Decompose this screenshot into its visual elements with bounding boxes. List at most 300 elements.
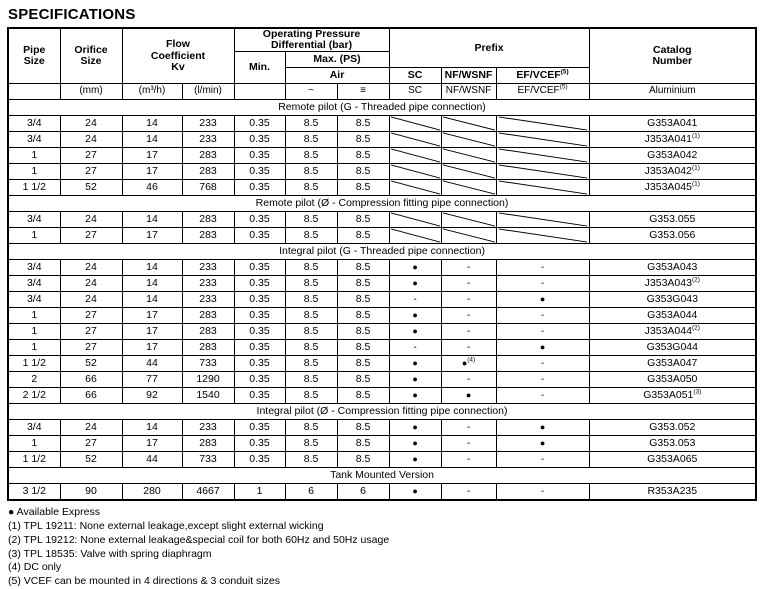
cell-pipe-size: 1 bbox=[8, 340, 60, 356]
cell-prefix-sc bbox=[389, 452, 441, 468]
cell-catalog-number bbox=[589, 260, 756, 276]
cell-min-pressure: 0.35 bbox=[234, 260, 285, 276]
not-available-dash: - bbox=[413, 341, 417, 353]
cell-kv-lmin: 233 bbox=[182, 260, 234, 276]
cell-kv-m3h: 14 bbox=[122, 420, 182, 436]
catalog-line1: Catalog bbox=[653, 44, 692, 56]
cell-prefix-sc bbox=[389, 212, 441, 228]
table-row bbox=[8, 180, 756, 196]
catalog-number-text: G353.055 bbox=[649, 213, 696, 226]
availability-dot-icon: ● bbox=[412, 278, 418, 289]
cell-kv-m3h: 14 bbox=[122, 276, 182, 292]
cell-min-pressure: 0.35 bbox=[234, 276, 285, 292]
cell-kv-lmin: 283 bbox=[182, 212, 234, 228]
cell-catalog-number bbox=[589, 164, 756, 180]
cell-kv-m3h: 17 bbox=[122, 164, 182, 180]
unit-catalog-material: Aluminium bbox=[589, 84, 756, 100]
cell-min-pressure: 0.35 bbox=[234, 436, 285, 452]
cell-pipe-size: 3/4 bbox=[8, 132, 60, 148]
cell-catalog-number bbox=[589, 484, 756, 501]
not-available-dash: - bbox=[540, 309, 545, 321]
cell-pipe-size: 3 1/2 bbox=[8, 484, 60, 501]
cell-max-air-dc: 8.5 bbox=[337, 452, 389, 468]
catalog-number-text: J353A043 bbox=[644, 277, 692, 290]
cell-prefix-sc bbox=[389, 132, 441, 148]
availability-dot-icon: ● bbox=[539, 422, 546, 433]
cell-prefix-sc bbox=[389, 276, 441, 292]
cell-prefix-nf-wsnf bbox=[441, 372, 496, 388]
col-pipe-size bbox=[8, 28, 60, 84]
not-available-dash: - bbox=[466, 421, 471, 433]
orifice-size-line2: Size bbox=[80, 55, 102, 68]
cell-max-air-dc: 8.5 bbox=[337, 436, 389, 452]
catalog-number-text: G353A042 bbox=[647, 149, 698, 162]
not-available-dash: - bbox=[540, 389, 545, 401]
cell-kv-m3h: 92 bbox=[122, 388, 182, 404]
catalog-footnote-ref: (3) bbox=[693, 388, 702, 396]
catalog-footnote-ref: (2) bbox=[691, 276, 700, 284]
availability-dot-icon: ● bbox=[412, 438, 418, 449]
cell-max-air-dc: 6 bbox=[337, 484, 389, 501]
table-row bbox=[8, 372, 756, 388]
cell-kv-lmin: 283 bbox=[182, 436, 234, 452]
unit-air-ac: ~ bbox=[285, 84, 337, 100]
cell-max-air-ac: 8.5 bbox=[285, 116, 337, 132]
cell-prefix-sc bbox=[389, 372, 441, 388]
pipe-size-line2: Size bbox=[23, 55, 45, 68]
cell-prefix-nf-wsnf bbox=[441, 148, 496, 164]
cell-prefix-nf-wsnf bbox=[441, 340, 496, 356]
cell-kv-lmin: 233 bbox=[182, 116, 234, 132]
cell-max-air-ac: 8.5 bbox=[285, 420, 337, 436]
cell-prefix-nf-wsnf bbox=[441, 116, 496, 132]
cell-kv-m3h: 17 bbox=[122, 436, 182, 452]
availability-dot-icon: ● bbox=[461, 358, 468, 369]
col-prefix-ef-vcef bbox=[496, 68, 589, 84]
availability-dot-icon: ● bbox=[539, 438, 546, 449]
cell-catalog-number bbox=[589, 148, 756, 164]
prefix-footnote-ref: (4) bbox=[467, 356, 476, 364]
cell-prefix-nf-wsnf bbox=[441, 356, 496, 372]
cell-prefix-ef-vcef bbox=[496, 484, 589, 501]
cell-prefix-sc bbox=[389, 148, 441, 164]
cell-pipe-size: 3/4 bbox=[8, 116, 60, 132]
cell-catalog-number bbox=[589, 116, 756, 132]
cell-prefix-sc bbox=[389, 388, 441, 404]
table-row bbox=[8, 212, 756, 228]
cell-max-air-ac: 8.5 bbox=[285, 292, 337, 308]
cell-min-pressure: 0.35 bbox=[234, 388, 285, 404]
cell-min-pressure: 0.35 bbox=[234, 340, 285, 356]
cell-max-air-ac: 8.5 bbox=[285, 324, 337, 340]
unit-pipe-size bbox=[8, 84, 60, 100]
not-available-dash: - bbox=[466, 341, 471, 353]
cell-kv-m3h: 14 bbox=[122, 132, 182, 148]
unit-air-dc: ≡ bbox=[337, 84, 389, 100]
cell-min-pressure: 0.35 bbox=[234, 308, 285, 324]
ef-vcef-label: EF/VCEF bbox=[516, 69, 561, 82]
not-available-dash: - bbox=[540, 485, 545, 497]
cell-kv-lmin: 1540 bbox=[182, 388, 234, 404]
cell-kv-lmin: 283 bbox=[182, 228, 234, 244]
catalog-number-text: G353A041 bbox=[647, 117, 698, 130]
table-body bbox=[8, 100, 756, 501]
cell-max-air-ac: 8.5 bbox=[285, 180, 337, 196]
cell-catalog-number bbox=[589, 212, 756, 228]
cell-catalog-number bbox=[589, 324, 756, 340]
footnote-item: (4) DC only bbox=[8, 561, 62, 574]
cell-prefix-sc bbox=[389, 228, 441, 244]
footnote-item: (5) VCEF can be mounted in 4 directions & 3 conduit sizes bbox=[8, 575, 280, 588]
cell-prefix-nf-wsnf bbox=[441, 180, 496, 196]
table-row bbox=[8, 148, 756, 164]
pipe-size-line1: Pipe bbox=[23, 44, 46, 56]
cell-max-air-ac: 8.5 bbox=[285, 308, 337, 324]
cell-prefix-nf-wsnf bbox=[441, 308, 496, 324]
table-row bbox=[8, 436, 756, 452]
availability-dot-icon: ● bbox=[412, 390, 418, 401]
cell-prefix-ef-vcef bbox=[496, 116, 589, 132]
col-flow-coefficient bbox=[122, 28, 234, 84]
cell-prefix-nf-wsnf bbox=[441, 452, 496, 468]
cell-kv-m3h: 17 bbox=[122, 308, 182, 324]
cell-pipe-size: 3/4 bbox=[8, 292, 60, 308]
cell-kv-lmin: 733 bbox=[182, 356, 234, 372]
cell-kv-lmin: 233 bbox=[182, 292, 234, 308]
availability-dot-icon: ● bbox=[412, 454, 418, 465]
col-prefix-nf-wsnf: NF/WSNF bbox=[441, 68, 496, 84]
table-row bbox=[8, 324, 756, 340]
cell-kv-lmin: 1290 bbox=[182, 372, 234, 388]
table-row bbox=[8, 132, 756, 148]
cell-prefix-sc bbox=[389, 260, 441, 276]
cell-max-air-ac: 8.5 bbox=[285, 212, 337, 228]
cell-prefix-nf-wsnf bbox=[441, 420, 496, 436]
not-available-dash: - bbox=[466, 373, 471, 385]
cell-prefix-ef-vcef bbox=[496, 436, 589, 452]
table-row bbox=[8, 420, 756, 436]
cell-orifice-size: 24 bbox=[60, 292, 122, 308]
page-title: SPECIFICATIONS bbox=[8, 6, 136, 23]
cell-catalog-number bbox=[589, 308, 756, 324]
cell-max-air-dc: 8.5 bbox=[337, 260, 389, 276]
cell-orifice-size: 24 bbox=[60, 420, 122, 436]
section-label: Integral pilot (G - Threaded pipe connection) bbox=[8, 244, 756, 260]
unit-prefix-ef-vcef bbox=[496, 84, 589, 100]
not-available-dash: - bbox=[540, 261, 545, 273]
section-label: Remote pilot (G - Threaded pipe connection) bbox=[8, 100, 756, 116]
unit-kv-lmin: (l/min) bbox=[182, 84, 234, 100]
cell-pipe-size: 1 bbox=[8, 164, 60, 180]
cell-max-air-dc: 8.5 bbox=[337, 324, 389, 340]
cell-kv-m3h: 17 bbox=[122, 228, 182, 244]
cell-max-air-dc: 8.5 bbox=[337, 164, 389, 180]
section-header-row bbox=[8, 468, 756, 484]
cell-max-air-ac: 8.5 bbox=[285, 388, 337, 404]
footnote-item: (1) TPL 19211: None external leakage,except slight external wicking bbox=[8, 519, 324, 532]
cell-pipe-size: 1 bbox=[8, 436, 60, 452]
cell-catalog-number bbox=[589, 180, 756, 196]
cell-prefix-ef-vcef bbox=[496, 452, 589, 468]
header-units-row bbox=[8, 84, 756, 100]
cell-catalog-number bbox=[589, 276, 756, 292]
catalog-number-text: J353A042 bbox=[644, 165, 692, 178]
cell-pipe-size: 3/4 bbox=[8, 212, 60, 228]
unit-prefix-sc: SC bbox=[389, 84, 441, 100]
footnote-item: (2) TPL 19212: None external leakage&special coil for both 60Hz and 50Hz usage bbox=[8, 533, 390, 546]
cell-prefix-nf-wsnf bbox=[441, 388, 496, 404]
not-available-dash: - bbox=[413, 293, 417, 305]
section-label: Integral pilot (Ø - Compression fitting pipe connection) bbox=[8, 404, 756, 420]
cell-orifice-size: 24 bbox=[60, 132, 122, 148]
cell-kv-m3h: 17 bbox=[122, 148, 182, 164]
cell-pipe-size: 1 1/2 bbox=[8, 452, 60, 468]
cell-max-air-ac: 8.5 bbox=[285, 452, 337, 468]
unit-orifice-mm: (mm) bbox=[60, 84, 122, 100]
cell-max-air-dc: 8.5 bbox=[337, 420, 389, 436]
cell-orifice-size: 27 bbox=[60, 324, 122, 340]
catalog-footnote-ref: (1) bbox=[691, 180, 700, 188]
cell-catalog-number bbox=[589, 388, 756, 404]
cell-min-pressure: 0.35 bbox=[234, 452, 285, 468]
col-air: Air bbox=[285, 68, 389, 84]
cell-kv-m3h: 44 bbox=[122, 356, 182, 372]
footnote-item: (3) TPL 18535: Valve with spring diaphragm bbox=[8, 547, 212, 560]
not-available-dash: - bbox=[540, 453, 545, 465]
catalog-footnote-ref: (1) bbox=[691, 164, 700, 172]
col-prefix-sc: SC bbox=[389, 68, 441, 84]
cell-min-pressure: 0.35 bbox=[234, 132, 285, 148]
availability-dot-icon: ● bbox=[539, 294, 546, 305]
catalog-number-text: J353A044 bbox=[644, 325, 692, 338]
unit-prefix-nf-wsnf: NF/WSNF bbox=[441, 84, 496, 100]
catalog-number-text: G353A047 bbox=[647, 357, 698, 370]
opd-line1: Operating Pressure bbox=[262, 28, 361, 40]
cell-prefix-sc bbox=[389, 436, 441, 452]
cell-prefix-ef-vcef bbox=[496, 324, 589, 340]
cell-max-air-ac: 8.5 bbox=[285, 276, 337, 292]
section-header-row bbox=[8, 404, 756, 420]
catalog-number-text: G353.053 bbox=[649, 437, 696, 450]
cell-max-air-ac: 8.5 bbox=[285, 228, 337, 244]
table-row bbox=[8, 260, 756, 276]
cell-max-air-dc: 8.5 bbox=[337, 212, 389, 228]
catalog-number-text: G353G043 bbox=[646, 293, 698, 306]
cell-orifice-size: 24 bbox=[60, 212, 122, 228]
cell-orifice-size: 52 bbox=[60, 180, 122, 196]
cell-kv-m3h: 44 bbox=[122, 452, 182, 468]
cell-prefix-ef-vcef bbox=[496, 132, 589, 148]
cell-prefix-ef-vcef bbox=[496, 388, 589, 404]
col-catalog-number bbox=[589, 28, 756, 84]
cell-prefix-sc bbox=[389, 324, 441, 340]
not-available-dash: - bbox=[466, 325, 471, 337]
table-row bbox=[8, 292, 756, 308]
cell-prefix-ef-vcef bbox=[496, 340, 589, 356]
cell-prefix-ef-vcef bbox=[496, 228, 589, 244]
table-header bbox=[8, 28, 756, 100]
cell-orifice-size: 66 bbox=[60, 388, 122, 404]
cell-max-air-dc: 8.5 bbox=[337, 180, 389, 196]
ef-vcef-footnote-ref: (5) bbox=[560, 68, 569, 76]
cell-max-air-ac: 8.5 bbox=[285, 148, 337, 164]
cell-min-pressure: 0.35 bbox=[234, 228, 285, 244]
cell-pipe-size: 2 bbox=[8, 372, 60, 388]
col-prefix: Prefix bbox=[389, 28, 589, 68]
cell-prefix-sc bbox=[389, 164, 441, 180]
cell-catalog-number bbox=[589, 420, 756, 436]
cell-prefix-ef-vcef bbox=[496, 292, 589, 308]
cell-orifice-size: 52 bbox=[60, 452, 122, 468]
cell-pipe-size: 1 bbox=[8, 148, 60, 164]
cell-kv-lmin: 768 bbox=[182, 180, 234, 196]
cell-prefix-ef-vcef bbox=[496, 148, 589, 164]
cell-pipe-size: 2 1/2 bbox=[8, 388, 60, 404]
cell-catalog-number bbox=[589, 356, 756, 372]
cell-max-air-ac: 8.5 bbox=[285, 436, 337, 452]
flow-coefficient-line3: Kv bbox=[171, 60, 185, 73]
cell-pipe-size: 1 bbox=[8, 228, 60, 244]
cell-max-air-dc: 8.5 bbox=[337, 292, 389, 308]
cell-kv-lmin: 283 bbox=[182, 148, 234, 164]
cell-prefix-sc bbox=[389, 340, 441, 356]
cell-prefix-ef-vcef bbox=[496, 308, 589, 324]
cell-catalog-number bbox=[589, 340, 756, 356]
availability-dot-icon: ● bbox=[412, 374, 418, 385]
not-available-dash: - bbox=[466, 293, 471, 305]
catalog-number-text: G353A050 bbox=[647, 373, 698, 386]
cell-pipe-size: 1 1/2 bbox=[8, 356, 60, 372]
section-header-row bbox=[8, 100, 756, 116]
cell-prefix-nf-wsnf bbox=[441, 132, 496, 148]
unit-kv-m3h: (m³/h) bbox=[122, 84, 182, 100]
cell-min-pressure: 0.35 bbox=[234, 180, 285, 196]
table-row bbox=[8, 356, 756, 372]
cell-orifice-size: 27 bbox=[60, 148, 122, 164]
cell-max-air-ac: 8.5 bbox=[285, 372, 337, 388]
cell-max-air-dc: 8.5 bbox=[337, 276, 389, 292]
cell-kv-m3h: 14 bbox=[122, 212, 182, 228]
cell-max-air-dc: 8.5 bbox=[337, 132, 389, 148]
not-available-dash: - bbox=[466, 453, 471, 465]
not-available-dash: - bbox=[466, 277, 471, 289]
col-max-ps: Max. (PS) bbox=[285, 52, 389, 68]
table-row bbox=[8, 388, 756, 404]
unit-ef-vcef-footnote-ref: (5) bbox=[559, 83, 568, 91]
cell-min-pressure: 0.35 bbox=[234, 116, 285, 132]
cell-kv-lmin: 283 bbox=[182, 164, 234, 180]
cell-prefix-sc bbox=[389, 484, 441, 501]
catalog-number-text: G353A043 bbox=[647, 261, 698, 274]
cell-kv-m3h: 77 bbox=[122, 372, 182, 388]
cell-min-pressure: 1 bbox=[234, 484, 285, 501]
table-row bbox=[8, 308, 756, 324]
cell-kv-m3h: 280 bbox=[122, 484, 182, 501]
cell-kv-m3h: 17 bbox=[122, 324, 182, 340]
unit-min bbox=[234, 84, 285, 100]
availability-dot-icon: ● bbox=[412, 422, 418, 433]
cell-kv-m3h: 14 bbox=[122, 292, 182, 308]
cell-max-air-ac: 8.5 bbox=[285, 164, 337, 180]
cell-kv-m3h: 17 bbox=[122, 340, 182, 356]
cell-kv-lmin: 283 bbox=[182, 340, 234, 356]
cell-min-pressure: 0.35 bbox=[234, 292, 285, 308]
cell-pipe-size: 1 bbox=[8, 324, 60, 340]
availability-dot-icon: ● bbox=[539, 342, 546, 353]
flow-coefficient-line1: Flow bbox=[166, 38, 190, 51]
footnote-item: ● Available Express bbox=[8, 506, 100, 519]
availability-dot-icon: ● bbox=[412, 310, 418, 321]
cell-prefix-sc bbox=[389, 180, 441, 196]
specifications-table bbox=[7, 27, 757, 501]
cell-catalog-number bbox=[589, 436, 756, 452]
cell-kv-lmin: 233 bbox=[182, 132, 234, 148]
cell-pipe-size: 3/4 bbox=[8, 420, 60, 436]
cell-prefix-sc bbox=[389, 292, 441, 308]
catalog-number-text: G353A044 bbox=[647, 309, 698, 322]
cell-max-air-dc: 8.5 bbox=[337, 148, 389, 164]
col-orifice-size bbox=[60, 28, 122, 84]
cell-max-air-dc: 8.5 bbox=[337, 372, 389, 388]
cell-prefix-ef-vcef bbox=[496, 356, 589, 372]
cell-max-air-dc: 8.5 bbox=[337, 356, 389, 372]
catalog-number-text: J353A041 bbox=[644, 133, 692, 146]
orifice-size-line1: Orifice bbox=[74, 44, 108, 56]
cell-orifice-size: 27 bbox=[60, 164, 122, 180]
cell-max-air-dc: 8.5 bbox=[337, 116, 389, 132]
cell-prefix-ef-vcef bbox=[496, 180, 589, 196]
cell-max-air-ac: 8.5 bbox=[285, 260, 337, 276]
header-row-1 bbox=[8, 28, 756, 52]
cell-orifice-size: 24 bbox=[60, 116, 122, 132]
cell-prefix-nf-wsnf bbox=[441, 260, 496, 276]
cell-prefix-sc bbox=[389, 356, 441, 372]
catalog-number-text: J353A045 bbox=[644, 181, 692, 194]
cell-kv-m3h: 14 bbox=[122, 260, 182, 276]
cell-prefix-ef-vcef bbox=[496, 212, 589, 228]
catalog-footnote-ref: (1) bbox=[691, 132, 700, 140]
table-row bbox=[8, 228, 756, 244]
cell-catalog-number bbox=[589, 132, 756, 148]
cell-max-air-dc: 8.5 bbox=[337, 308, 389, 324]
cell-max-air-dc: 8.5 bbox=[337, 228, 389, 244]
cell-min-pressure: 0.35 bbox=[234, 148, 285, 164]
cell-pipe-size: 1 1/2 bbox=[8, 180, 60, 196]
cell-kv-m3h: 46 bbox=[122, 180, 182, 196]
cell-max-air-dc: 8.5 bbox=[337, 388, 389, 404]
availability-dot-icon: ● bbox=[412, 358, 418, 369]
cell-prefix-ef-vcef bbox=[496, 276, 589, 292]
cell-orifice-size: 24 bbox=[60, 260, 122, 276]
cell-catalog-number bbox=[589, 292, 756, 308]
cell-min-pressure: 0.35 bbox=[234, 356, 285, 372]
catalog-number-text: G353.056 bbox=[649, 229, 696, 242]
availability-dot-icon: ● bbox=[412, 326, 418, 337]
cell-min-pressure: 0.35 bbox=[234, 212, 285, 228]
table-row bbox=[8, 484, 756, 501]
cell-kv-lmin: 233 bbox=[182, 420, 234, 436]
catalog-line2: Number bbox=[652, 55, 693, 68]
not-available-dash: - bbox=[466, 485, 471, 497]
cell-prefix-ef-vcef bbox=[496, 420, 589, 436]
cell-kv-lmin: 4667 bbox=[182, 484, 234, 501]
cell-catalog-number bbox=[589, 372, 756, 388]
cell-min-pressure: 0.35 bbox=[234, 164, 285, 180]
not-available-dash: - bbox=[540, 325, 545, 337]
cell-kv-lmin: 733 bbox=[182, 452, 234, 468]
cell-orifice-size: 24 bbox=[60, 276, 122, 292]
cell-orifice-size: 27 bbox=[60, 436, 122, 452]
